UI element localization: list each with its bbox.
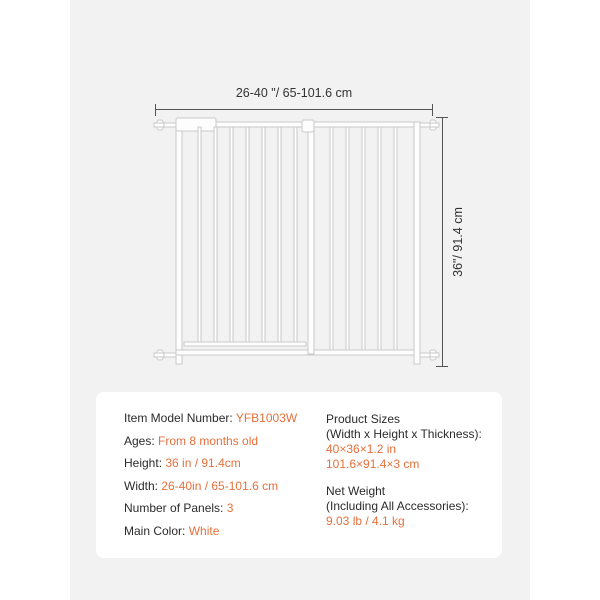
spec-net-weight: Net Weight (Including All Accessories): 9.03 lb / 4.1 kg bbox=[326, 484, 469, 528]
spec-ages: Ages: From 8 months old bbox=[124, 433, 259, 448]
door-latch bbox=[302, 120, 314, 132]
height-label: 36"/ 91.4 cm bbox=[451, 207, 465, 277]
width-label: 26-40 "/ 65-101.6 cm bbox=[235, 86, 353, 100]
spec-main-color: Main Color: White bbox=[124, 523, 220, 538]
spec-height: Height: 36 in / 91.4cm bbox=[124, 456, 241, 470]
specifications-card bbox=[96, 392, 502, 558]
spec-width: Width: 26-40in / 65-101.6 cm bbox=[124, 478, 279, 493]
frame-bottom-rail bbox=[176, 350, 418, 355]
specs-left-column bbox=[124, 410, 297, 545]
safety-gate-image bbox=[150, 112, 445, 374]
spec-product-sizes: Product Sizes (Width x Height x Thickness): 40×36×1.2 in 101.6×91.4×3 cm bbox=[326, 412, 482, 471]
frame-right-post bbox=[414, 122, 420, 364]
spec-model-number: Item Model Number: YFB1003W bbox=[124, 411, 298, 425]
specs-right-column bbox=[326, 412, 482, 535]
spec-panels: Number of Panels: 3 bbox=[124, 501, 234, 515]
latch-block bbox=[176, 118, 216, 131]
door-bottom-bar bbox=[184, 342, 306, 346]
door-post bbox=[308, 122, 314, 354]
frame-left-post bbox=[176, 122, 182, 364]
width-dimension-line bbox=[155, 109, 433, 110]
